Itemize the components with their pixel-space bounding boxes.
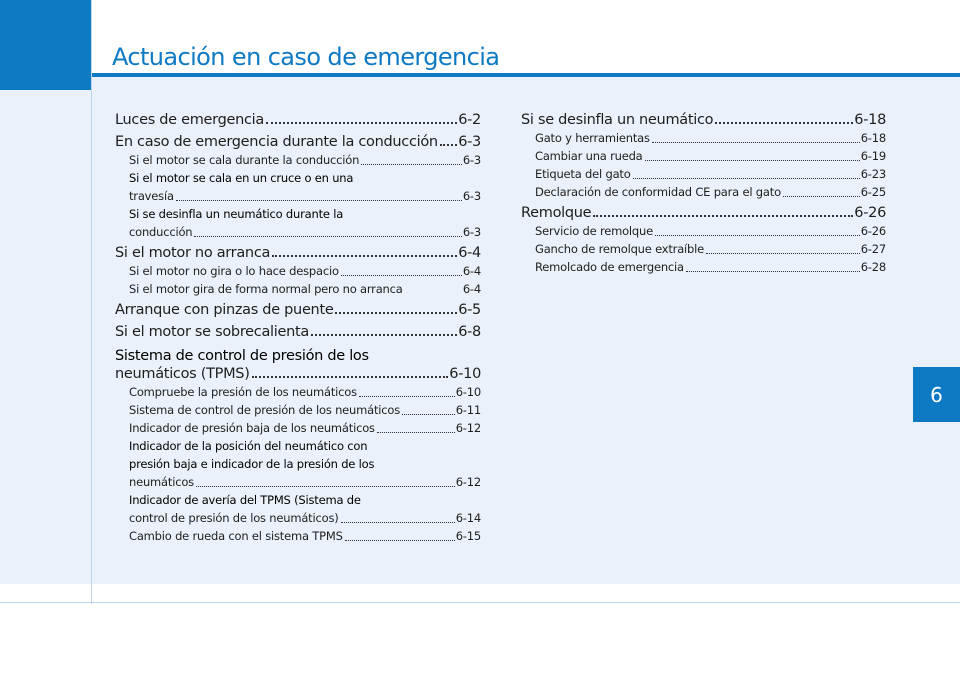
toc-page-number: 6-3	[462, 153, 481, 167]
toc-entry-text: Etiqueta del gato	[535, 167, 631, 181]
dot-leader	[402, 414, 455, 415]
toc-entry-text: Si el motor gira de forma normal pero no arranca	[129, 282, 403, 296]
toc-entry[interactable]	[115, 301, 481, 319]
toc-page-number: 6-4	[462, 264, 481, 278]
toc-entry-text: En caso de emergencia durante la conducción	[115, 134, 438, 150]
toc-subentry[interactable]	[115, 383, 481, 401]
toc-entry-text: Gato y herramientas	[535, 131, 650, 145]
toc-entry-text-line: Si se desinfla un neumático durante la	[129, 207, 344, 221]
toc-entry[interactable]	[521, 204, 886, 222]
left-margin-band	[0, 90, 91, 584]
toc-page-number: 6-23	[860, 167, 886, 181]
toc-entry-text: Remolcado de emergencia	[535, 260, 684, 274]
dot-leader	[311, 334, 457, 336]
toc-subentry[interactable]	[521, 258, 886, 276]
dot-leader	[252, 376, 449, 378]
toc-entry-text: Si el motor no gira o lo hace despacio	[129, 264, 339, 278]
toc-entry-text: Indicador de presión baja de los neumáticos	[129, 421, 375, 435]
toc-page-number: 6-3	[462, 189, 481, 203]
toc-entry-text: Sistema de control de presión de los neumáticos	[129, 403, 401, 417]
toc-entry-text: control de presión de los neumáticos)	[129, 511, 339, 525]
toc-subentry[interactable]	[521, 222, 886, 240]
toc-subentry[interactable]	[115, 205, 481, 241]
toc-entry-text: neumáticos	[129, 475, 194, 489]
dot-leader	[405, 293, 462, 294]
toc-subentry[interactable]	[521, 165, 886, 183]
dot-leader	[633, 178, 860, 179]
toc-page-number: 6-27	[860, 242, 886, 256]
toc-page-number: 6-26	[854, 205, 886, 221]
dot-leader	[715, 122, 853, 124]
toc-entry-text: neumáticos (TPMS)	[115, 366, 250, 382]
dot-leader	[266, 122, 457, 124]
toc-subentry[interactable]	[115, 280, 481, 298]
toc-page-number: 6-11	[455, 403, 481, 417]
toc-entry-text: conducción	[129, 225, 193, 239]
dot-leader	[341, 275, 462, 276]
toc-subentry[interactable]	[115, 169, 481, 205]
toc-entry-text: Si el motor no arranca	[115, 245, 271, 261]
toc-entry[interactable]	[115, 244, 481, 262]
dot-leader	[655, 235, 860, 236]
toc-page-number: 6-3	[462, 225, 481, 239]
toc-entry-text-line: presión baja e indicador de la presión de los	[129, 457, 375, 471]
toc-subentry[interactable]	[115, 151, 481, 169]
toc-column-left	[115, 108, 481, 545]
toc-entry-text: Servicio de remolque	[535, 224, 653, 238]
toc-entry-text: Luces de emergencia	[115, 112, 264, 128]
dot-leader	[194, 236, 461, 237]
toc-page-number: 6-28	[860, 260, 886, 274]
toc-entry[interactable]	[115, 111, 481, 129]
toc-entry[interactable]	[115, 323, 481, 341]
toc-page-number: 6-26	[860, 224, 886, 238]
chapter-tab[interactable]: 6	[913, 367, 960, 422]
toc-entry-text: travesía	[129, 189, 174, 203]
toc-subentry[interactable]	[521, 183, 886, 201]
toc-page-number: 6-15	[455, 529, 481, 543]
toc-page-number: 6-19	[860, 149, 886, 163]
dot-leader	[783, 196, 860, 197]
toc-entry-text: Compruebe la presión de los neumáticos	[129, 385, 357, 399]
toc-page-number: 6-14	[455, 511, 481, 525]
dot-leader	[359, 396, 455, 397]
toc-entry-text: Arranque con pinzas de puente	[115, 302, 334, 318]
toc-subentry[interactable]	[521, 240, 886, 258]
toc-entry-text-line: Si el motor se cala en un cruce o en una	[129, 171, 354, 185]
toc-subentry[interactable]	[115, 527, 481, 545]
toc-page-number: 6-4	[462, 282, 481, 296]
toc-page-number: 6-12	[455, 475, 481, 489]
dot-leader	[593, 215, 853, 217]
toc-entry[interactable]	[115, 133, 481, 151]
toc-page-number: 6-2	[458, 112, 481, 128]
toc-page-number: 6-18	[854, 112, 886, 128]
dot-leader	[652, 142, 860, 143]
toc-entry-text-line: Indicador de avería del TPMS (Sistema de	[129, 493, 361, 507]
dot-leader	[377, 432, 455, 433]
toc-subentry[interactable]	[115, 491, 481, 527]
header-corner-block	[0, 0, 92, 90]
toc-entry-text: Cambiar una rueda	[535, 149, 643, 163]
toc-page-number: 6-25	[860, 185, 886, 199]
dot-leader	[361, 164, 462, 165]
dot-leader	[686, 271, 860, 272]
dot-leader	[706, 253, 860, 254]
toc-entry-text: Gancho de remolque extraíble	[535, 242, 705, 256]
toc-page-number: 6-10	[455, 385, 481, 399]
toc-entry-text: Declaración de conformidad CE para el gato	[535, 185, 781, 199]
footer-divider	[0, 602, 960, 603]
toc-page-number: 6-5	[458, 302, 481, 318]
toc-entry-text: Remolque	[521, 205, 592, 221]
toc-page-number: 6-10	[449, 366, 481, 382]
toc-entry-text-line: Sistema de control de presión de los	[115, 348, 369, 364]
dot-leader	[645, 160, 860, 161]
toc-subentry[interactable]	[521, 129, 886, 147]
toc-column-right	[521, 108, 886, 276]
toc-subentry[interactable]	[115, 262, 481, 280]
toc-entry-text-line: Indicador de la posición del neumático con	[129, 439, 368, 453]
toc-page-number: 6-3	[458, 134, 481, 150]
dot-leader	[196, 486, 455, 487]
toc-entry-text: Cambio de rueda con el sistema TPMS	[129, 529, 343, 543]
toc-subentry[interactable]	[115, 401, 481, 419]
toc-subentry[interactable]	[115, 419, 481, 437]
toc-entry[interactable]	[115, 347, 481, 383]
dot-leader	[176, 200, 462, 201]
toc-page-number: 6-8	[458, 324, 481, 340]
page-title: Actuación en caso de emergencia	[112, 43, 500, 71]
toc-page-number: 6-4	[458, 245, 481, 261]
toc-subentry[interactable]	[521, 147, 886, 165]
toc-page-number: 6-18	[860, 131, 886, 145]
toc-page-number: 6-12	[455, 421, 481, 435]
toc-subentry[interactable]	[115, 437, 481, 491]
dot-leader	[272, 255, 457, 257]
toc-entry[interactable]	[521, 111, 886, 129]
dot-leader	[440, 144, 457, 146]
dot-leader	[345, 540, 455, 541]
dot-leader	[335, 312, 457, 314]
dot-leader	[341, 522, 455, 523]
toc-entry-text: Si el motor se cala durante la conducción	[129, 153, 360, 167]
toc-entry-text: Si el motor se sobrecalienta	[115, 324, 309, 340]
toc-entry-text: Si se desinfla un neumático	[521, 112, 714, 128]
